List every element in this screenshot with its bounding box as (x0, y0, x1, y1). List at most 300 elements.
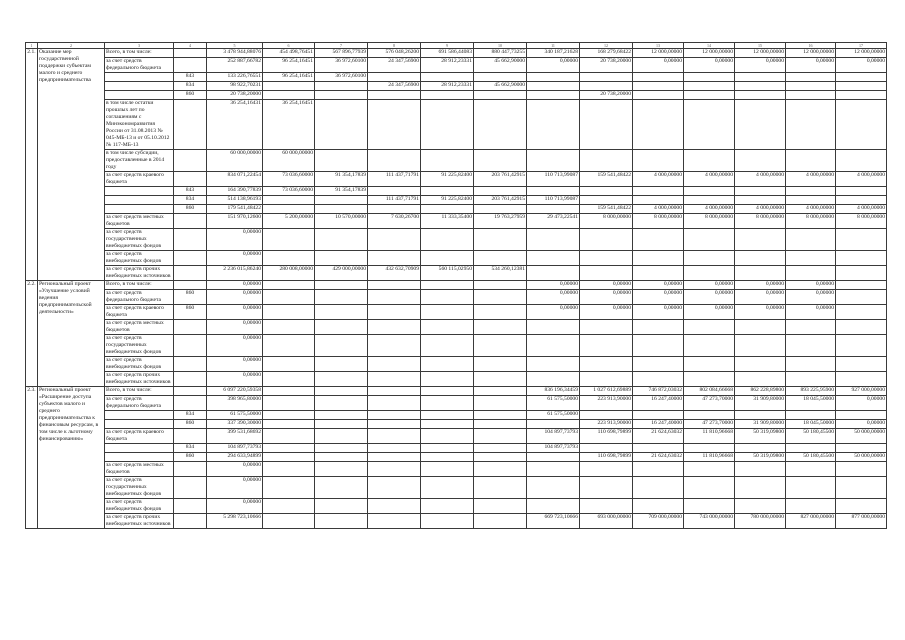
year-amount (527, 266, 580, 281)
year-amount (633, 335, 684, 357)
budget-code: 860 (174, 453, 207, 462)
year-amount: 827 000,00000 (786, 514, 836, 529)
year-amount (263, 514, 315, 529)
funding-source: за счет средств внебюджетных фондов (105, 357, 174, 372)
year-amount (735, 150, 786, 172)
year-amount (580, 150, 633, 172)
total-amount: 0,00000 (207, 357, 263, 372)
table-row (26, 396, 887, 411)
funding-source (105, 73, 174, 82)
funding-source: за счет средств краевого бюджета (105, 305, 174, 320)
year-amount (315, 335, 368, 357)
year-amount (527, 82, 580, 91)
year-amount: 24 347,56900 (368, 58, 421, 73)
year-amount: 0,00000 (527, 281, 580, 290)
year-amount (315, 281, 368, 290)
year-amount (315, 429, 368, 444)
year-amount: 4 000,00000 (836, 205, 887, 214)
funding-source: за счет средств прочих внебюджетных источников (105, 372, 174, 387)
year-amount (421, 357, 474, 372)
year-amount (633, 444, 684, 453)
year-amount: 20 738,20000 (580, 58, 633, 73)
year-amount (421, 335, 474, 357)
total-amount: 60 000,00000 (207, 150, 263, 172)
year-amount: 280 008,00000 (263, 266, 315, 281)
table-row (26, 58, 887, 73)
total-amount: 0,00000 (207, 290, 263, 305)
year-amount: 61 575,50000 (527, 411, 580, 420)
year-amount: 12 000,00000 (684, 49, 735, 58)
year-amount: 11 333,35400 (421, 214, 474, 229)
year-amount (263, 453, 315, 462)
year-amount (580, 499, 633, 514)
table-row (26, 305, 887, 320)
year-amount (421, 100, 474, 150)
year-amount: 50 000,00000 (836, 453, 887, 462)
year-amount (836, 281, 887, 290)
total-amount: 834 071,22454 (207, 172, 263, 187)
year-amount: 0,00000 (527, 305, 580, 320)
year-amount (315, 150, 368, 172)
year-amount (735, 320, 786, 335)
year-amount: 1 027 612,69889 (580, 387, 633, 396)
year-amount: 21 624,63032 (633, 429, 684, 444)
year-amount (263, 396, 315, 411)
total-amount: 398 965,80000 (207, 396, 263, 411)
table-row (26, 514, 887, 529)
year-amount (633, 357, 684, 372)
budget-code (174, 514, 207, 529)
year-amount (474, 387, 527, 396)
year-amount (735, 411, 786, 420)
year-amount (633, 477, 684, 499)
total-amount: 294 633,94899 (207, 453, 263, 462)
year-amount (527, 453, 580, 462)
year-amount (786, 477, 836, 499)
budget-code (174, 266, 207, 281)
year-amount (421, 91, 474, 100)
year-amount: 111 437,71791 (368, 196, 421, 205)
year-amount (786, 499, 836, 514)
year-amount (527, 462, 580, 477)
year-amount (474, 73, 527, 82)
year-amount (368, 357, 421, 372)
year-amount (684, 266, 735, 281)
year-amount: 893 225,95900 (786, 387, 836, 396)
funding-source: Всего, в том числе: (105, 387, 174, 396)
year-amount (580, 196, 633, 205)
budget-code: 860 (174, 290, 207, 305)
year-amount (786, 320, 836, 335)
year-amount (421, 229, 474, 251)
year-amount: 4 000,00000 (786, 172, 836, 187)
table-row (26, 499, 887, 514)
year-amount (315, 444, 368, 453)
year-amount: 11 810,96668 (684, 429, 735, 444)
year-amount (735, 82, 786, 91)
year-amount (263, 420, 315, 429)
year-amount (786, 372, 836, 387)
year-amount: 18 045,50000 (786, 396, 836, 411)
funding-source: Всего, в том числе: (105, 281, 174, 290)
funding-source (105, 420, 174, 429)
total-amount: 2 236 015,86240 (207, 266, 263, 281)
year-amount (580, 444, 633, 453)
year-amount (315, 100, 368, 150)
year-amount (315, 320, 368, 335)
year-amount (474, 150, 527, 172)
year-amount: 36 972,60100 (315, 73, 368, 82)
year-amount (735, 335, 786, 357)
year-amount (836, 499, 887, 514)
year-amount: 36 254,16451 (263, 100, 315, 150)
year-amount (315, 396, 368, 411)
year-amount (421, 444, 474, 453)
year-amount (263, 462, 315, 477)
budget-code (174, 477, 207, 499)
year-amount (315, 420, 368, 429)
year-amount (474, 396, 527, 411)
year-amount (474, 514, 527, 529)
funding-source: в том числе остатки прошлых лет по соглашениям с Минэкономразвития России от 31.08.2013 № 045-МБ-13 и от 05.10.2012 № 117-МБ-13 (105, 100, 174, 150)
year-amount (836, 305, 887, 320)
budget-code (174, 49, 207, 58)
year-amount (786, 187, 836, 196)
funding-source: за счет средств государственных внебюджетных фондов (105, 477, 174, 499)
year-amount: 96 254,16451 (263, 73, 315, 82)
budget-code (174, 335, 207, 357)
year-amount (735, 477, 786, 499)
table-row (26, 290, 887, 305)
total-amount: 0,00000 (207, 229, 263, 251)
year-amount (421, 396, 474, 411)
total-amount: 151 970,12600 (207, 214, 263, 229)
year-amount (368, 251, 421, 266)
table-row (26, 444, 887, 453)
year-amount (368, 453, 421, 462)
year-amount (421, 453, 474, 462)
year-amount: 780 000,00000 (735, 514, 786, 529)
year-amount: 91 225,82400 (421, 172, 474, 187)
year-amount (421, 305, 474, 320)
year-amount: 691 586,44083 (421, 49, 474, 58)
year-amount: 73 036,60000 (263, 187, 315, 196)
year-amount (368, 73, 421, 82)
year-amount (263, 477, 315, 499)
table-row (26, 320, 887, 335)
year-amount: 429 000,00000 (315, 266, 368, 281)
section-number: 2.1. (26, 49, 38, 281)
year-amount (786, 82, 836, 91)
total-amount: 98 922,70231 (207, 82, 263, 91)
year-amount (421, 372, 474, 387)
section-name: Региональный проект «Улучшение условий ведения предпринимательской деятельности» (38, 281, 105, 387)
column-number: 7 (315, 43, 368, 49)
year-amount (368, 396, 421, 411)
year-amount (527, 499, 580, 514)
year-amount (735, 187, 786, 196)
year-amount: 50 319,09800 (735, 453, 786, 462)
year-amount: 432 632,70909 (368, 266, 421, 281)
table-row (26, 335, 887, 357)
budget-sheet (25, 42, 887, 529)
year-amount (580, 100, 633, 150)
year-amount: 454 498,76451 (263, 49, 315, 58)
funding-source (105, 411, 174, 420)
year-amount (786, 444, 836, 453)
year-amount (263, 82, 315, 91)
total-amount: 3 478 944,88076 (207, 49, 263, 58)
year-amount: 60 000,00000 (263, 150, 315, 172)
year-amount (786, 91, 836, 100)
year-amount (474, 462, 527, 477)
year-amount (684, 229, 735, 251)
year-amount (786, 150, 836, 172)
year-amount (368, 514, 421, 529)
year-amount (684, 372, 735, 387)
budget-code: 834 (174, 411, 207, 420)
year-amount (368, 429, 421, 444)
year-amount (580, 462, 633, 477)
total-amount: 0,00000 (207, 462, 263, 477)
year-amount (684, 73, 735, 82)
table-row (26, 82, 887, 91)
year-amount: 862 228,89800 (735, 387, 786, 396)
year-amount (684, 196, 735, 205)
year-amount (474, 477, 527, 499)
year-amount: 0,00000 (786, 58, 836, 73)
year-amount (836, 372, 887, 387)
year-amount (474, 290, 527, 305)
year-amount (633, 100, 684, 150)
column-number: 3 (105, 43, 174, 49)
year-amount: 12 000,00000 (786, 49, 836, 58)
year-amount: 746 872,03032 (633, 387, 684, 396)
year-amount (684, 82, 735, 91)
budget-code: 834 (174, 196, 207, 205)
year-amount (580, 357, 633, 372)
year-amount (836, 229, 887, 251)
total-amount: 133 226,76551 (207, 73, 263, 82)
year-amount: 0,00000 (735, 305, 786, 320)
year-amount: 0,00000 (580, 290, 633, 305)
year-amount (368, 100, 421, 150)
budget-code: 843 (174, 187, 207, 196)
budget-code (174, 320, 207, 335)
year-amount: 50 180,45500 (786, 429, 836, 444)
year-amount (735, 73, 786, 82)
year-amount: 20 738,20000 (580, 91, 633, 100)
year-amount: 47 273,70000 (684, 420, 735, 429)
year-amount (836, 335, 887, 357)
column-number: 9 (421, 43, 474, 49)
year-amount (315, 91, 368, 100)
year-amount (836, 266, 887, 281)
year-amount (315, 499, 368, 514)
year-amount (580, 73, 633, 82)
year-amount: 28 912,23331 (421, 82, 474, 91)
year-amount: 0,00000 (527, 290, 580, 305)
budget-code (174, 100, 207, 150)
year-amount (735, 372, 786, 387)
year-amount: 0,00000 (684, 281, 735, 290)
year-amount: 10 570,00000 (315, 214, 368, 229)
table-row (26, 91, 887, 100)
year-amount (474, 251, 527, 266)
funding-source (105, 82, 174, 91)
year-amount (735, 357, 786, 372)
total-amount: 514 138,96193 (207, 196, 263, 205)
year-amount (474, 420, 527, 429)
year-amount: 73 036,60000 (263, 172, 315, 187)
total-amount: 0,00000 (207, 335, 263, 357)
year-amount: 19 763,27959 (474, 214, 527, 229)
budget-code (174, 499, 207, 514)
year-amount (580, 187, 633, 196)
year-amount: 31 909,80000 (735, 396, 786, 411)
year-amount (633, 229, 684, 251)
budget-code (174, 214, 207, 229)
year-amount: 0,00000 (735, 290, 786, 305)
year-amount (580, 320, 633, 335)
column-number: 2 (38, 43, 105, 49)
year-amount (421, 73, 474, 82)
year-amount: 669 723,10666 (527, 514, 580, 529)
year-amount: 567 896,77939 (315, 49, 368, 58)
year-amount (633, 187, 684, 196)
year-amount: 45 662,90000 (474, 82, 527, 91)
year-amount: 534 260,12381 (474, 266, 527, 281)
year-amount: 203 761,42915 (474, 196, 527, 205)
year-amount: 0,00000 (684, 290, 735, 305)
year-amount: 104 897,73793 (527, 429, 580, 444)
year-amount: 168 279,68422 (580, 49, 633, 58)
year-amount: 836 196,34459 (527, 387, 580, 396)
table-row (26, 387, 887, 396)
year-amount (735, 266, 786, 281)
year-amount (368, 281, 421, 290)
year-amount (836, 477, 887, 499)
table-row (26, 205, 887, 214)
year-amount (684, 444, 735, 453)
section-name: Оказание мер государственной поддержки субъектам малого и среднего предпринимательства (38, 49, 105, 281)
year-amount (633, 462, 684, 477)
funding-source: за счет средств краевого бюджета (105, 172, 174, 187)
year-amount (263, 335, 315, 357)
year-amount (633, 266, 684, 281)
total-amount: 0,00000 (207, 305, 263, 320)
year-amount (474, 429, 527, 444)
year-amount: 0,00000 (735, 281, 786, 290)
year-amount (474, 372, 527, 387)
column-number: 4 (174, 43, 207, 49)
table-row (26, 420, 887, 429)
year-amount: 4 000,00000 (633, 205, 684, 214)
year-amount: 0,00000 (786, 281, 836, 290)
year-amount (836, 196, 887, 205)
year-amount: 0,00000 (527, 58, 580, 73)
funding-source (105, 91, 174, 100)
year-amount: 802 084,66668 (684, 387, 735, 396)
total-amount: 399 531,68692 (207, 429, 263, 444)
year-amount (474, 411, 527, 420)
year-amount: 159 541,48422 (580, 205, 633, 214)
total-amount: 104 897,73793 (207, 444, 263, 453)
year-amount (421, 477, 474, 499)
table-row (26, 357, 887, 372)
year-amount (368, 205, 421, 214)
year-amount (786, 335, 836, 357)
year-amount: 693 000,00000 (580, 514, 633, 529)
year-amount: 0,00000 (633, 281, 684, 290)
year-amount (368, 499, 421, 514)
budget-code: 860 (174, 91, 207, 100)
year-amount (474, 453, 527, 462)
year-amount (315, 477, 368, 499)
year-amount: 110 713,99087 (527, 196, 580, 205)
funding-source: Всего, в том числе: (105, 49, 174, 58)
year-amount (836, 187, 887, 196)
year-amount (421, 205, 474, 214)
funding-source: за счет средств государственных внебюджетных фондов (105, 229, 174, 251)
funding-source: за счет средств внебюджетных фондов (105, 251, 174, 266)
year-amount: 11 810,96668 (684, 453, 735, 462)
table-row (26, 73, 887, 82)
year-amount (421, 429, 474, 444)
year-amount: 8 000,00000 (836, 214, 887, 229)
budget-code (174, 357, 207, 372)
year-amount (735, 196, 786, 205)
year-amount: 0,00000 (735, 58, 786, 73)
year-amount (421, 290, 474, 305)
year-amount (368, 372, 421, 387)
budget-code (174, 150, 207, 172)
funding-source: за счет средств государственных внебюджетных фондов (105, 335, 174, 357)
total-amount: 337 390,30000 (207, 420, 263, 429)
year-amount (786, 462, 836, 477)
year-amount (263, 196, 315, 205)
year-amount: 0,00000 (684, 305, 735, 320)
year-amount (368, 91, 421, 100)
budget-code: 834 (174, 444, 207, 453)
column-number: 15 (735, 43, 786, 49)
total-amount: 164 390,77839 (207, 187, 263, 196)
total-amount: 61 575,50000 (207, 411, 263, 420)
year-amount: 50 319,09800 (735, 429, 786, 444)
year-amount: 47 273,70000 (684, 396, 735, 411)
year-amount (527, 251, 580, 266)
year-amount (633, 82, 684, 91)
year-amount (315, 387, 368, 396)
year-amount (368, 305, 421, 320)
total-amount: 0,00000 (207, 372, 263, 387)
funding-source: за счет средств краевого бюджета (105, 429, 174, 444)
total-amount: 179 541,48422 (207, 205, 263, 214)
year-amount (315, 462, 368, 477)
table-row (26, 429, 887, 444)
year-amount (836, 73, 887, 82)
year-amount: 16 247,40000 (633, 420, 684, 429)
funding-source (105, 444, 174, 453)
year-amount: 12 000,00000 (836, 49, 887, 58)
year-amount (368, 462, 421, 477)
year-amount (368, 335, 421, 357)
year-amount: 0,00000 (633, 290, 684, 305)
year-amount (580, 335, 633, 357)
budget-code (174, 387, 207, 396)
year-amount (315, 205, 368, 214)
year-amount (527, 100, 580, 150)
